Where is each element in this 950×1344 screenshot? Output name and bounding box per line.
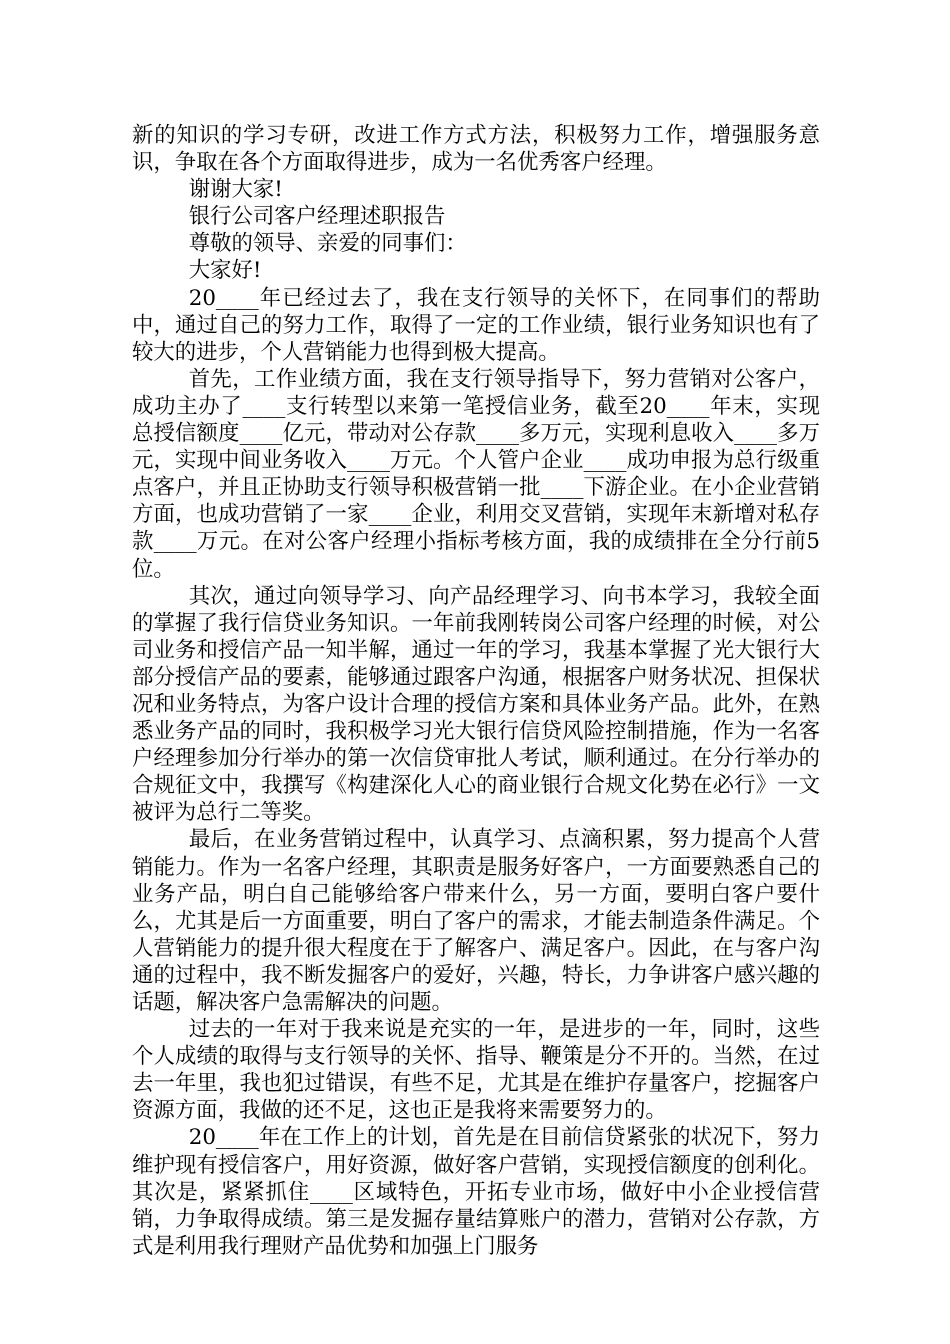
paragraph-1: 新的知识的学习专研，改进工作方式方法，积极努力工作，增强服务意识，争取在各个方面取得进步，成为一名优秀客户经理。 (132, 123, 820, 176)
salutation: 尊敬的领导、亲爱的同事们： (188, 231, 467, 257)
report-title: 银行公司客户经理述职报告 (188, 204, 446, 230)
paragraph-reflection: 过去的一年对于我来说是充实的一年，是进步的一年，同时，这些个人成绩的取得与支行领导的关怀、指导、鞭策是分不开的。当然，在过去一年里，我也犯过错误，有些不足，尤其是在维护存量客户，挖掘客户资源方面，我做的还不足，这也正是我将来需要努力的。 (132, 1017, 820, 1124)
paragraph-marketing: 最后，在业务营销过程中，认真学习、点滴积累，努力提高个人营销能力。作为一名客户经理，其职责是服务好客户，一方面要熟悉自己的业务产品，明白自己能够给客户带来什么，另一方面，要明白客户要什么，尤其是后一方面重要，明白了客户的需求，才能去制造条件满足。个人营销能力的提升很大程度在于了解客户、满足客户。因此，在与客户沟通的过程中，我不断发掘客户的爱好，兴趣，特长，力争讲客户感兴趣的话题，解决客户急需解决的问题。 (132, 827, 820, 1015)
paragraph-performance: 首先，工作业绩方面，我在支行领导指导下，努力营销对公客户，成功主办了____支行转型以来第一笔授信业务，截至20____年末，实现总授信额度____亿元，带动对公存款____多万元，实现利息收入____多万元，实现中间业务收入____万元。个人管户企业____成功申报为总行级重点客户，并且正协助支行领导积极营销一批____下游企业。在小企业营销方面，也成功营销了一家____企业，利用交叉营销，实现年末新增对私存款____万元。在对公客户经理小指标考核方面，我的成绩排在全分行前5位。 (132, 366, 820, 582)
paragraph-intro: 20____年已经过去了，我在支行领导的关怀下，在同事们的帮助中，通过自己的努力工作，取得了一定的工作业绩，银行业务知识也有了较大的进步，个人营销能力也得到极大提高。 (132, 285, 820, 365)
document-page (132, 122, 820, 1260)
paragraph-learning: 其次，通过向领导学习、向产品经理学习、向书本学习，我较全面的掌握了我行信贷业务知识。一年前我刚转岗公司客户经理的时候，对公司业务和授信产品一知半解，通过一年的学习，我基本掌握了光大银行大部分授信产品的要素，能够通过跟客户沟通，根据客户财务状况、担保状况和业务特点，为客户设计合理的授信方案和具体业务产品。此外，在熟悉业务产品的同时，我积极学习光大银行信贷风险控制措施，作为一名客户经理参加分行举办的第一次信贷审批人考试，顺利通过。在分行举办的合规征文中，我撰写《构建深化人心的商业银行合规文化势在必行》一文被评为总行二等奖。 (132, 583, 820, 826)
greeting: 大家好! (188, 258, 262, 284)
paragraph-thanks: 谢谢大家! (188, 177, 283, 203)
paragraph-plan: 20____年在工作上的计划，首先是在目前信贷紧张的状况下，努力维护现有授信客户，用好资源，做好客户营销，实现授信额度的创利化。其次是，紧紧抓住____区域特色，开拓专业市场，做好中小企业授信营销，力争取得成绩。第三是发掘存量结算账户的潜力，营销对公存款，方式是利用我行理财产品优势和加强上门服务 (132, 1125, 820, 1259)
